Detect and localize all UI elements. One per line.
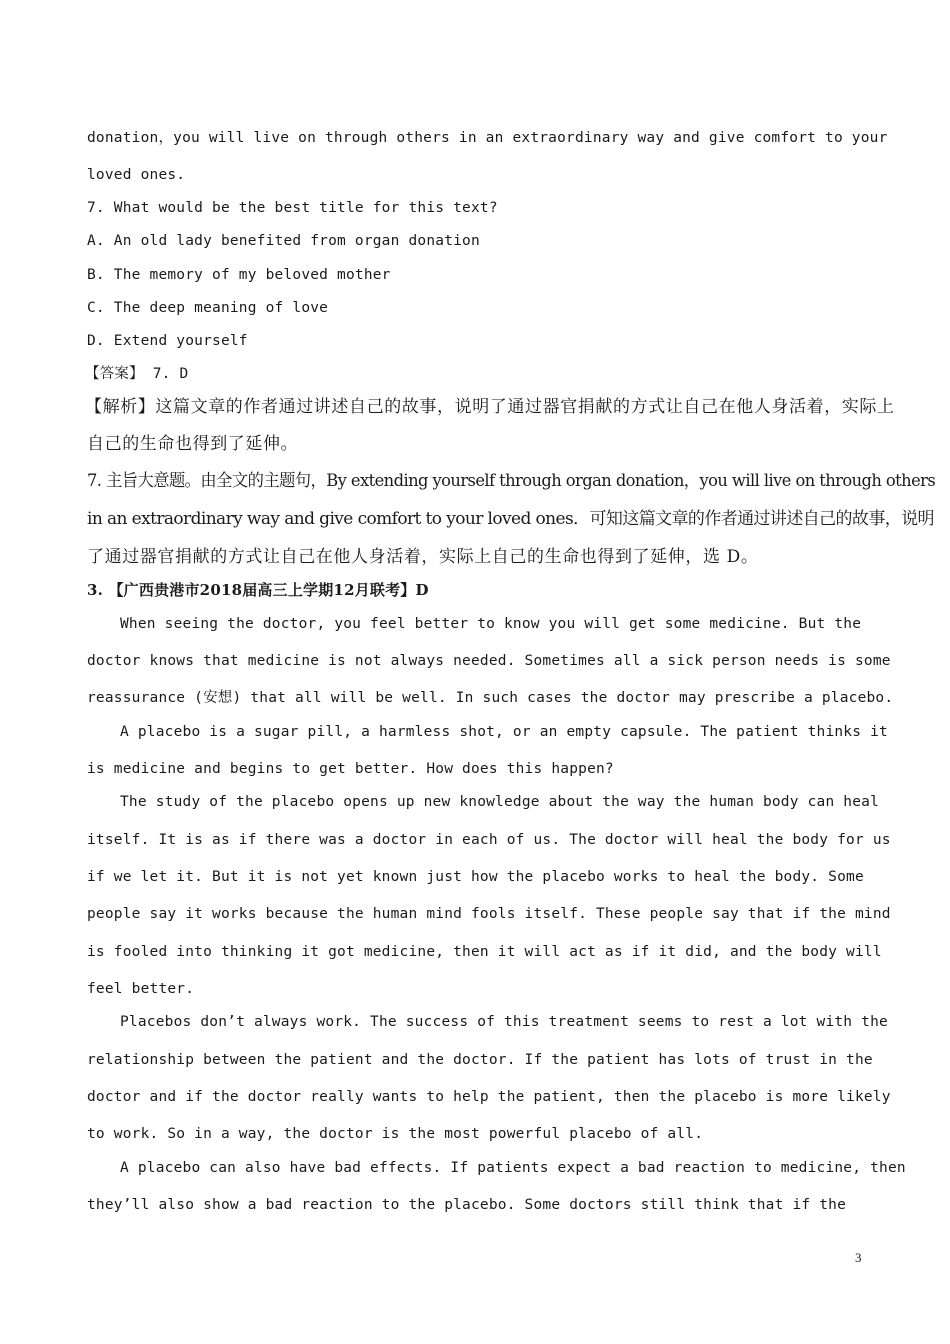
analysis-detail-line: 7. 主旨大意题。由全文的主题句，By extending yourself through organ donation，you will live on through others <box>87 471 936 491</box>
passage-line: they’ll also show a bad reaction to the placebo. Some doctors still think that if the <box>87 1197 847 1213</box>
passage-line: doctor and if the doctor really wants to help the patient, then the placebo is more likely <box>87 1089 891 1105</box>
passage-line: Placebos don’t always work. The success of this treatment seems to rest a lot with the <box>120 1014 888 1030</box>
analysis-line: 自己的生命也得到了延伸。 <box>87 434 299 454</box>
passage-line: people say it works because the human mind fools itself. These people say that if the mind <box>87 906 891 922</box>
section-heading: 3. 【广西贵港市2018届高三上学期12月联考】D <box>87 581 429 599</box>
passage-line: if we let it. But it is not yet known just how the placebo works to heal the body. Some <box>87 869 864 885</box>
analysis-detail-line: in an extraordinary way and give comfort to your loved ones．可知这篇文章的作者通过讲述自己的故事，说明 <box>87 509 934 529</box>
question-option: A. An old lady benefited from organ donation <box>87 233 480 249</box>
passage-line: A placebo can also have bad effects. If patients expect a bad reaction to medicine, then <box>120 1160 906 1176</box>
passage-line: is medicine and begins to get better. How does this happen? <box>87 761 614 777</box>
question-option: C. The deep meaning of love <box>87 300 329 316</box>
passage-line: relationship between the patient and the doctor. If the patient has lots of trust in the <box>87 1052 873 1068</box>
passage-end-line: loved ones. <box>87 167 186 183</box>
passage-line: to work. So in a way, the doctor is the most powerful placebo of all. <box>87 1126 704 1142</box>
analysis-detail-line: 了通过器官捐献的方式让自己在他人身活着，实际上自己的生命也得到了延伸，选 D。 <box>87 547 759 567</box>
question-option: D. Extend yourself <box>87 333 248 349</box>
passage-line: reassurance (安想) that all will be well. In such cases the doctor may prescribe a placebo. <box>87 690 894 706</box>
passage-line: A placebo is a sugar pill, a harmless shot, or an empty capsule. The patient thinks it <box>120 724 888 740</box>
passage-line: The study of the placebo opens up new knowledge about the way the human body can heal <box>120 794 880 810</box>
passage-line: doctor knows that medicine is not always needed. Sometimes all a sick person needs is some <box>87 653 891 669</box>
question-stem: 7. What would be the best title for this text? <box>87 200 498 216</box>
analysis-line: 【解析】这篇文章的作者通过讲述自己的故事，说明了通过器官捐献的方式让自己在他人身活着，实际上 <box>85 397 895 417</box>
passage-line: feel better. <box>87 981 195 997</box>
passage-end-line: donation，you will live on through others in an extraordinary way and give comfort to your <box>87 130 888 146</box>
passage-line: is fooled into thinking it got medicine, then it will act as if it did, and the body will <box>87 944 882 960</box>
passage-line: itself. It is as if there was a doctor in each of us. The doctor will heal the body for us <box>87 832 891 848</box>
answer-line: 【答案】 7. D <box>85 366 189 382</box>
page-number: 3 <box>855 1250 862 1265</box>
question-option: B. The memory of my beloved mother <box>87 267 391 283</box>
passage-line: When seeing the doctor, you feel better to know you will get some medicine. But the <box>120 616 862 632</box>
